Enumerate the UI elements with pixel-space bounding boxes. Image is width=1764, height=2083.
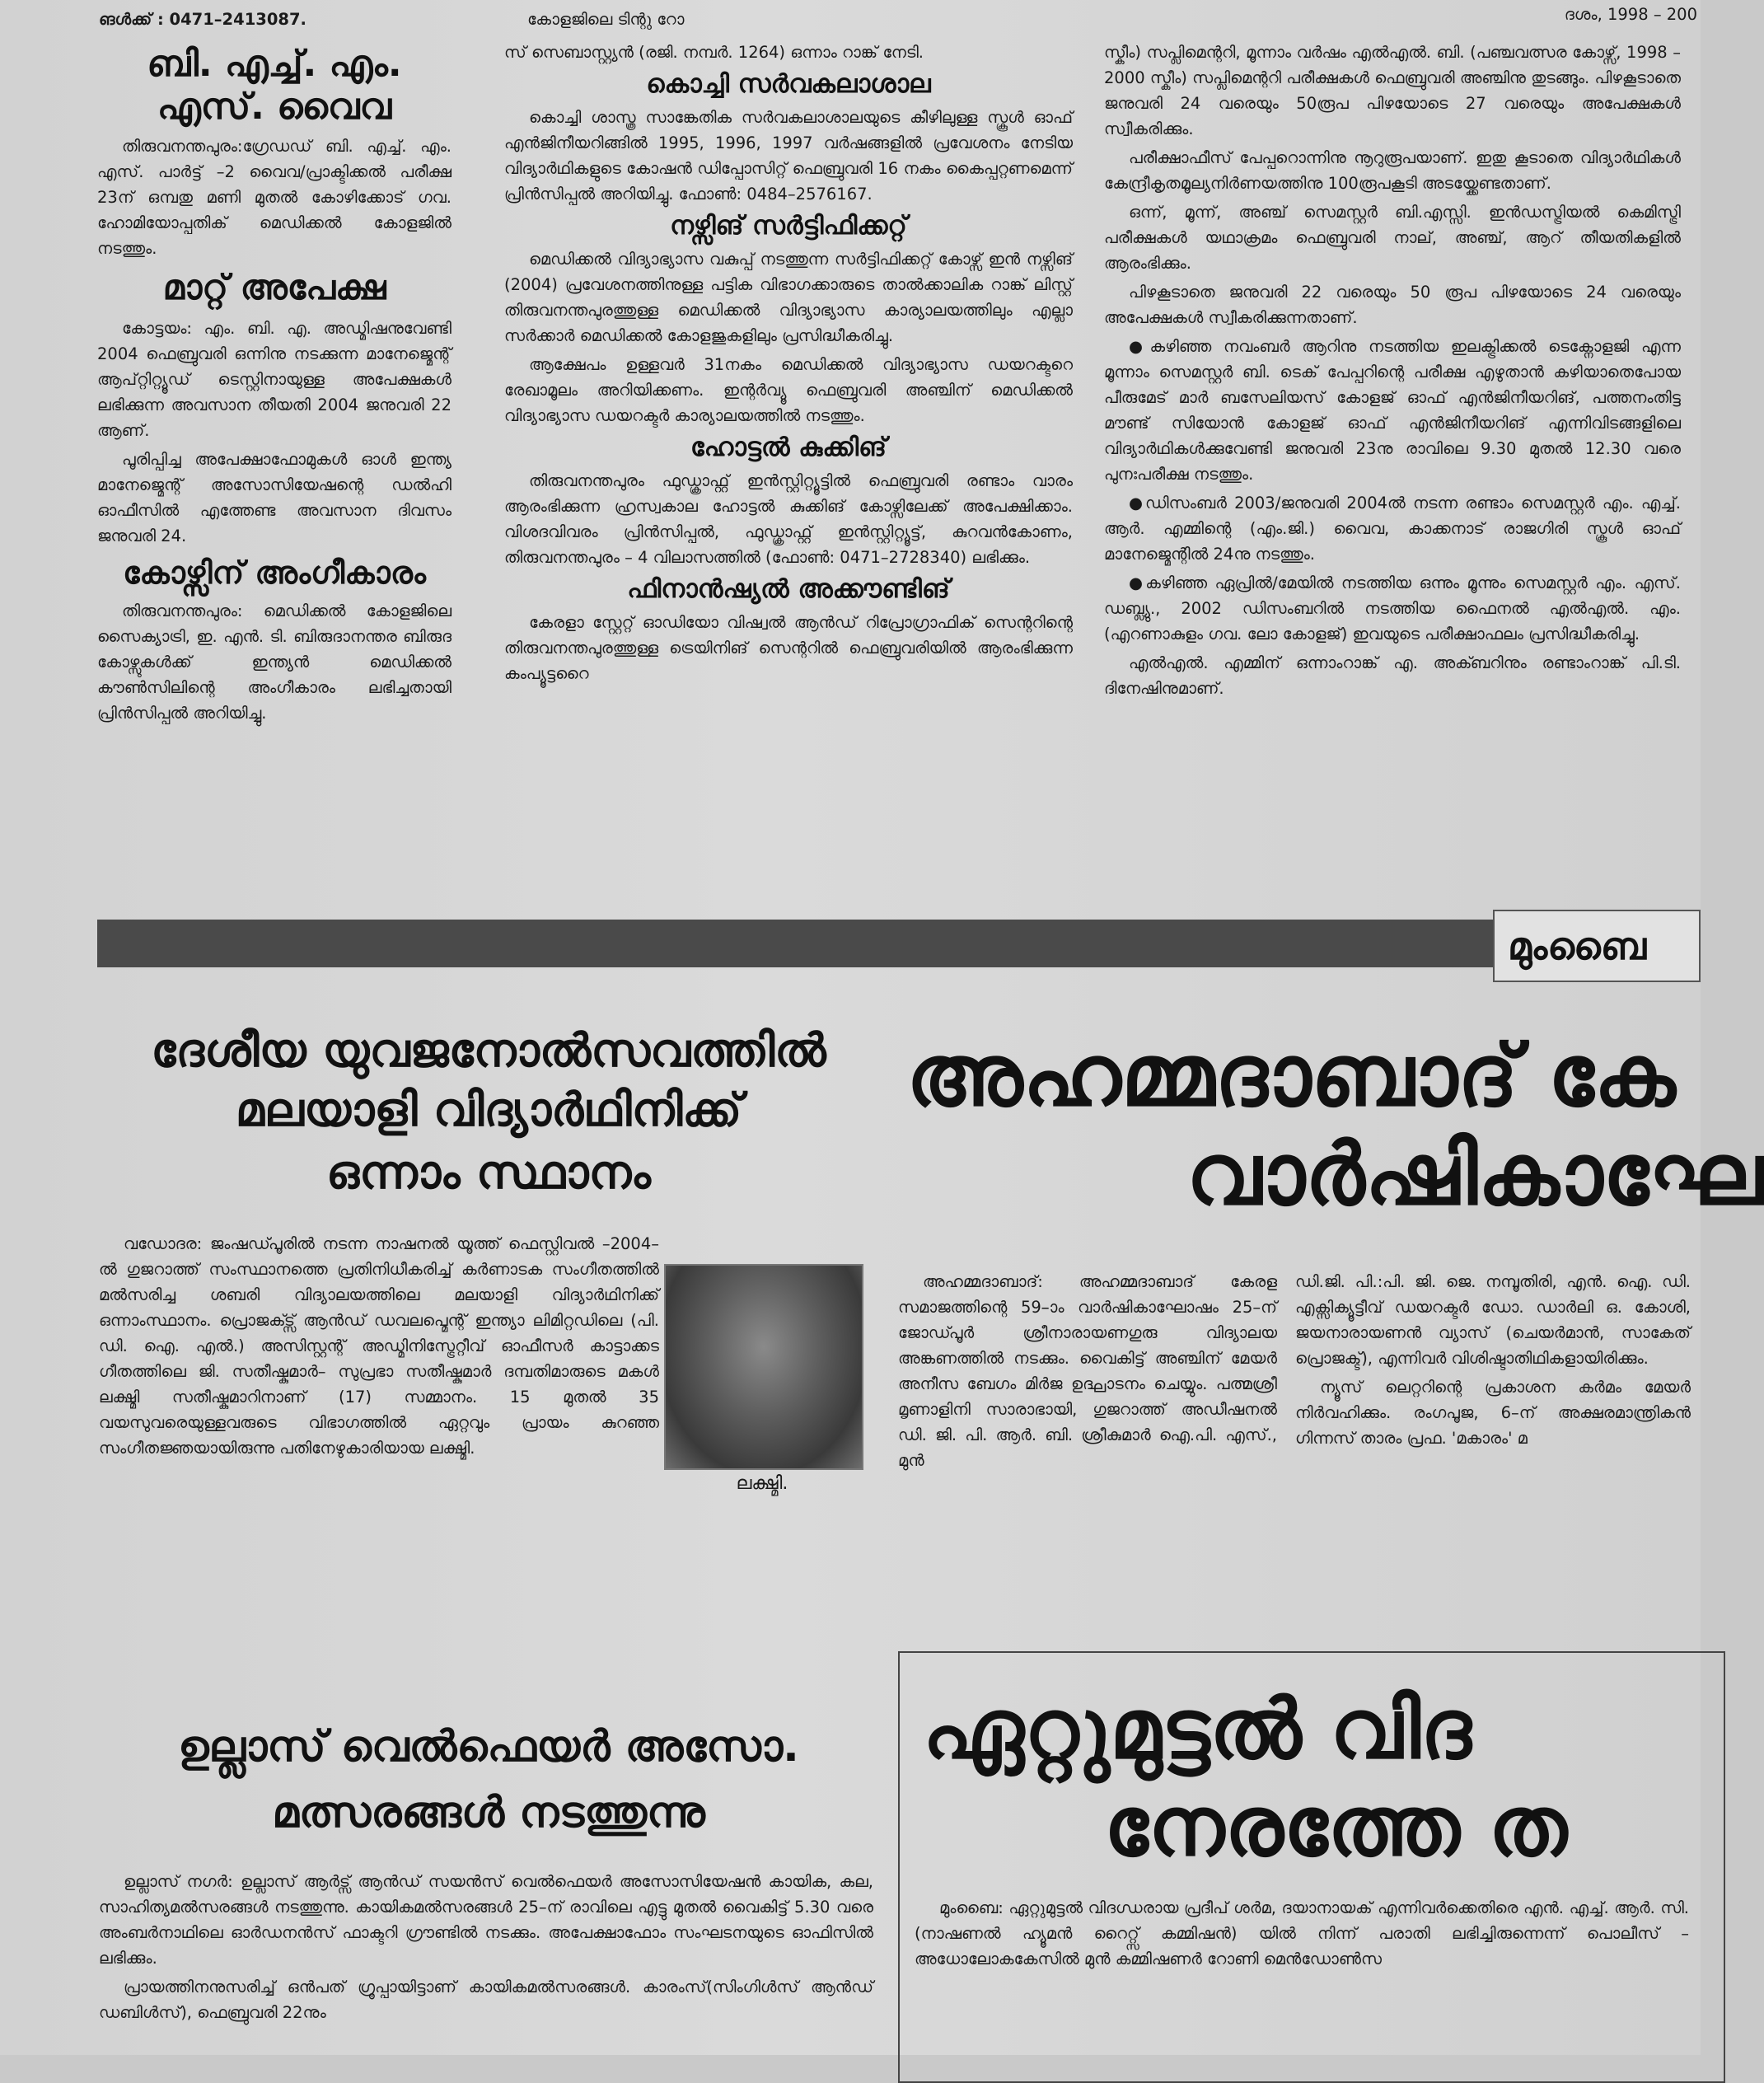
- headline-encounter-2: നേരത്തേ ത: [1104, 1778, 1568, 1875]
- article-ahmedabad-b: ഡി.ജി. പി.:പി. ജി. ജെ. നമ്പൂതിരി, എൻ. ഐ. ഡി. എക്സിക്യൂട്ടീവ് ഡയറക്ടർ ഡോ. ഡാർലി ഒ. കോശി, ജയനാരായണൻ വ്യാസ് (ചെയർമാൻ, സാകേത് പ്രൊജക്ട്), എന്നിവർ വിശിഷ്ടാതിഥികളായിരിക്കും.: [1295, 1272, 1691, 1368]
- headline-line-2: മലയാളി വിദ്യാർഥിനിക്ക്: [235, 1084, 742, 1137]
- headline-financial-accounting: ഫിനാൻഷ്യൽ അക്കൗണ്ടിങ്: [627, 574, 950, 604]
- col3-para-4: പിഴകൂടാതെ ജനുവരി 22 വരെയും 50 രൂപ പിഴയോടെ 24 വരെയും അപേക്ഷകൾ സ്വീകരിക്കുന്നതാണ്.: [1104, 283, 1681, 327]
- headline-cusat: കൊച്ചി സർവകലാശാല: [646, 69, 931, 99]
- section-tag-mumbai: മുംബൈ: [1493, 910, 1701, 982]
- headline-hotel-cooking: ഹോട്ടൽ കുക്കിങ്: [690, 433, 887, 462]
- article-course-approval: തിരുവനന്തപുരം: മെഡിക്കൽ കോളജിലെ സൈക്യാട്രി, ഇ. എൻ. ടി. ബിരുദാനന്തര ബിരുദ കോഴ്സുകൾക്ക് ഇന്ത്യൻ മെഡിക്കൽ കൗൺസിലിന്റെ അംഗീകാരം ലഭിച്ചതായി പ്രിൻസിപ്പൽ അറിയിച്ചു.: [97, 601, 452, 723]
- headline-ahmedabad-2: വാർഷികാഘേ: [1186, 1124, 1764, 1224]
- headline-mat: മാറ്റ് അപേക്ഷ: [162, 267, 386, 307]
- col3-para-8: എൽഎൽ. എമ്മിന് ഒന്നാംറാങ്ക് എ. അക്ബറിനും രണ്ടാംറാങ്ക് പി.ടി. ദിനേഷിനുമാണ്.: [1104, 653, 1681, 698]
- column-3: [1104, 40, 1681, 864]
- col3-para-1: സ്കീം) സപ്ലിമെന്ററി, മൂന്നാം വർഷം എൽഎൽ. ബി. (പഞ്ചവത്സര കോഴ്സ്, 1998 –2000 സ്കീം) സപ്ലിമെന്ററി പരീക്ഷകൾ ഫെബ്രുവരി അഞ്ചിനു തുടങ്ങും. പിഴകൂടാതെ ജനുവരി 24 വരെയും 50രൂപ പിഴയോടെ 27 വരെയും അപേക്ഷകൾ സ്വീകരിക്കും.: [1104, 43, 1681, 138]
- story-encounter-body: [915, 1895, 1689, 2055]
- rank-lead: സ് സെബാസ്റ്റ്യൻ (രജി. നമ്പർ. 1264) ഒന്നാം റാങ്ക് നേടി.: [504, 43, 924, 62]
- article-bhms-viva: തിരുവനന്തപുരം:ഗ്രേഡഡ് ബി. എച്ച്. എം. എസ്. പാർട്ട് –2 വൈവ/പ്രാക്ടിക്കൽ പരീക്ഷ 23ന് ഒമ്പതു മണി മുതൽ കോഴിക്കോട് ഗവ. ഹോമിയോപ്പതിക് മെഡിക്കൽ കോളജിൽ നടത്തും.: [97, 137, 452, 258]
- headline-ullas-1: ഉല്ലാസ് വെൽഫെയർ അസോ.: [178, 1722, 799, 1772]
- top-strip-mid: കോളജിലെ ടിന്റു റോ: [527, 10, 685, 29]
- article-encounter: മുംബൈ: ഏറ്റുമുട്ടൽ വിദഗ്ധരായ പ്രദീപ് ശർമ, ദയാനായക് എന്നിവർക്കെതിരെ എൻ. എച്ച്. ആർ. സി. (നാഷണൽ ഹ്യൂമൻ റൈറ്റ്സ് കമ്മിഷൻ) യിൽ നിന്ന് പരാതി ലഭിച്ചിരുന്നെന്ന് പൊലീസ് – അധോലോകകേസിൽ മുൻ കമ്മിഷണർ റോണി മെൻഡോൺസ: [915, 1898, 1689, 1968]
- section-band: [97, 920, 1493, 967]
- column-1: [97, 40, 452, 864]
- photo-lakshmi: [664, 1264, 863, 1470]
- article-ullas-2: പ്രായത്തിനനുസരിച്ച് ഒൻപത് ഗ്രൂപ്പായിട്ടാണ് കായികമൽസരങ്ങൾ. കാരംസ്(സിംഗിൾസ് ആൻഡ് ഡബിൾസ്), ഫെബ്രുവരി 22നും: [99, 1978, 873, 2022]
- col3-para-7: ●കഴിഞ്ഞ ഏപ്രിൽ/മേയിൽ നടത്തിയ ഒന്നും മൂന്നും സെമസ്റ്റർ എം. എസ്. ഡബ്ല്യു., 2002 ഡിസംബറിൽ നടത്തിയ ഫൈനൽ എൽഎൽ. എം. (എറണാകുളം ഗവ. ലോ കോളജ്) ഇവയുടെ പരീക്ഷാഫലം പ്രസിദ്ധീകരിച്ചു.: [1104, 573, 1681, 644]
- article-hotel-cooking: തിരുവനന്തപുരം ഫുഡ്ക്രാഫ്റ്റ് ഇൻസ്റ്റിറ്റ്യൂട്ടിൽ ഫെബ്രുവരി രണ്ടാം വാരം ആരംഭിക്കുന്ന ഹ്രസ്വകാല ഹോട്ടൽ കുക്കിങ് കോഴ്സിലേക്ക് അപേക്ഷിക്കാം. വിശദവിവരം പ്രിൻസിപ്പൽ, ഫുഡ്ക്രാഫ്റ്റ് ഇൻസ്റ്റിറ്റ്യൂട്ട്, കുറവൻകോണം, തിരുവനന്തപുരം – 4 വിലാസത്തിൽ (ഫോൺ: 0471–2728340) ലഭിക്കും.: [504, 471, 1073, 567]
- top-strip-left: ങൾക്ക് : 0471–2413087.: [99, 10, 306, 29]
- article-financial-accounting: കേരളാ സ്റ്റേറ്റ് ഓഡിയോ വിഷ്വൽ ആൻഡ് റിപ്രോഗ്രാഫിക് സെന്ററിന്റെ തിരുവനന്തപുരത്തുള്ള ട്രെയിനിങ് സെന്ററിൽ ഫെബ്രുവരിയിൽ ആരംഭിക്കുന്ന കംപ്യൂട്ടറൈ: [504, 613, 1073, 683]
- headline-bhms-viva: ബി. എച്ച്. എം. എസ്. വൈവ: [147, 43, 402, 128]
- article-nursing: മെഡിക്കൽ വിദ്യാഭ്യാസ വകുപ്പ് നടത്തുന്ന സർട്ടിഫിക്കറ്റ് കോഴ്സ് ഇൻ നഴ്സിങ് (2004) പ്രവേശനത്തിനുള്ള പട്ടിക വിഭാഗക്കാരുടെ താൽക്കാലിക റാങ്ക് ലിസ്റ്റ് തിരുവനന്തപുരത്തുള്ള മെഡിക്കൽ വിദ്യാഭ്യാസ കാര്യാലയത്തിലും എല്ലാ സർക്കാർ മെഡിക്കൽ കോളജുകളിലും പ്രസിദ്ധീകരിച്ചു.: [504, 250, 1073, 345]
- article-mat: കോട്ടയം: എം. ബി. എ. അഡ്മിഷനുവേണ്ടി 2004 ഫെബ്രുവരി ഒന്നിനു നടക്കുന്ന മാനേജ്മെന്റ് ആപ്റ്റിറ്റ്യൂഡ് ടെസ്റ്റിനായുള്ള അപേക്ഷകൾ ലഭിക്കുന്ന അവസാന തീയതി 2004 ജനുവരി 22 ആണ്.: [97, 319, 452, 440]
- story-ahmedabad-col-a: [898, 1269, 1277, 1615]
- headline-ullas-2: മത്സരങ്ങൾ നടത്തുന്നു: [272, 1788, 705, 1837]
- article-youth-festival: വഡോദര: ജംഷഡ്പൂരിൽ നടന്ന നാഷനൽ യൂത്ത് ഫെസ്റ്റിവൽ –2004–ൽ ഗുജറാത്ത് സംസ്ഥാനത്തെ പ്രതിനിധീകരിച്ച് കർണാടക സംഗീതത്തിൽ മൽസരിച്ച ശബരി വിദ്യാലയത്തിലെ മലയാളി വിദ്യാർഥിനിക്ക് ഒന്നാംസ്ഥാനം. പ്രൊജക്ട്സ് ആൻഡ് ഡവലപ്മെന്റ് ഇന്ത്യാ ലിമിറ്റഡിലെ (പി. ഡി. ഐ. എൽ.) അസിസ്റ്റന്റ് അഡ്മിനിസ്ട്രേറ്റീവ് ഓഫീസർ കാട്ടാക്കട ഗീതത്തിലെ ജി. സതീഷ്കുമാർ– സുപ്രഭാ സതീഷ്കുമാർ ദമ്പതിമാരുടെ മകൾ ലക്ഷ്മി സതീഷ്കുമാറിനാണ് (17) സമ്മാനം. 15 മുതൽ 35 വയസുവരെയുള്ളവരുടെ വിഭാഗത്തിൽ ഏറ്റവും പ്രായം കുറഞ്ഞ സംഗീതജ്ഞയായിരുന്നു പതിനേഴുകാരിയായ ലക്ഷ്മി.: [99, 1234, 659, 1458]
- col3-para-3: ഒന്ന്, മൂന്ന്, അഞ്ച് സെമസ്റ്റർ ബി.എസ്സി. ഇൻഡസ്ട്രിയൽ കെമിസ്ട്രി പരീക്ഷകൾ യഥാക്രമം ഫെബ്രുവരി നാല്, അഞ്ച്, ആറ് തീയതികളിൽ ആരംഭിക്കും.: [1104, 203, 1681, 273]
- headline-nursing: നഴ്സിങ് സർട്ടിഫിക്കറ്റ്: [670, 211, 907, 241]
- headline-encounter-1: ഏറ്റുമുട്ടൽ വിദ: [923, 1681, 1472, 1777]
- col3-para-2: പരീക്ഷാഫീസ് പേപ്പറൊന്നിനു നൂറുരൂപയാണ്. ഇതു കൂടാതെ വിദ്യാർഥികൾ കേന്ദ്രീകൃതമൂല്യനിർണയത്തിനു 100രൂപകൂടി അടയ്ക്കേണ്ടതാണ്.: [1104, 148, 1681, 193]
- headline-course-approval: കോഴ്സിന് അംഗീകാരം: [123, 555, 426, 591]
- article-ullas: ഉല്ലാസ് നഗർ: ഉല്ലാസ് ആർട്സ് ആൻഡ് സയൻസ് വെൽഫെയർ അസോസിയേഷൻ കായിക, കല, സാഹിത്യമൽസരങ്ങൾ നടത്തുന്നു. കായികമൽസരങ്ങൾ 25–ന് രാവിലെ എട്ടു മുതൽ വൈകിട്ട് 5.30 വരെ അംബർനാഥിലെ ഓർഡനൻസ് ഫാക്ടറി ഗ്രൗണ്ടിൽ നടക്കും. അപേക്ഷാഫോം സംഘടനയുടെ ഓഫിസിൽ ലഭിക്കും.: [99, 1872, 873, 1968]
- article-nursing-2: ആക്ഷേപം ഉള്ളവർ 31നകം മെഡിക്കൽ വിദ്യാഭ്യാസ ഡയറക്ടറെ രേഖാമൂലം അറിയിക്കണം. ഇന്റർവ്യൂ ഫെബ്രുവരി അഞ്ചിന് മെഡിക്കൽ വിദ്യാഭ്യാസ ഡയറക്ടർ കാര്യാലയത്തിൽ നടത്തും.: [504, 355, 1073, 425]
- top-strip-right: ദശം, 1998 – 200: [1564, 5, 1697, 24]
- article-cusat: കൊച്ചി ശാസ്ത്ര സാങ്കേതിക സർവകലാശാലയുടെ കീഴിലുള്ള സ്കൂൾ ഓഫ് എൻജിനീയറിങ്ങിൽ 1995, 1996, 1997 വർഷങ്ങളിൽ പ്രവേശനം നേടിയ വിദ്യാർഥികളുടെ കോഷൻ ഡിപ്പോസിറ്റ് ഫെബ്രുവരി 16 നകം കൈപ്പറ്റണമെന്ന് പ്രിൻസിപ്പൽ അറിയിച്ചു. ഫോൺ: 0484–2576167.: [504, 108, 1073, 204]
- column-2: [504, 40, 1073, 864]
- story-ullas-headline: [97, 1714, 880, 1862]
- photo-caption: ലക്ഷ്മി.: [736, 1473, 788, 1494]
- headline-line-1: ദേശീയ യുവജനോൽസവത്തിൽ: [151, 1024, 826, 1078]
- article-mat-2: പൂരിപ്പിച്ച അപേക്ഷാഫോമുകൾ ഓൾ ഇന്ത്യ മാനേജ്മെന്റ് അസോസിയേഷന്റെ ഡൽഹി ഓഫീസിൽ എത്തേണ്ട അവസാന ദിവസം ജനുവരി 24.: [97, 450, 452, 545]
- story-encounter-headline: [923, 1681, 1701, 1887]
- headline-line-3: ഒന്നാം സ്ഥാനം: [326, 1146, 651, 1200]
- story-youth-festival-headline: [97, 1022, 880, 1228]
- article-ahmedabad-a: അഹമ്മദാബാദ്: അഹമ്മദാബാദ് കേരള സമാജത്തിന്റെ 59–ാം വാർഷികാഘോഷം 25–ന് ജോഡ്പൂർ ശ്രീനാരായണഗുരു വിദ്യാലയ അങ്കണത്തിൽ നടക്കും. വൈകിട്ട് അഞ്ചിന് മേയർ അനീസ ബേഗം മിർജ ഉദ്ഘാടനം ചെയ്യും. പത്മശ്രീ മൃണാളിനി സാരാഭായി, ഗുജറാത്ത് അഡീഷനൽ ഡി. ജി. പി. ആർ. ബി. ശ്രീകുമാർ ഐ.പി. എസ്., മുൻ: [898, 1272, 1277, 1470]
- headline-ahmedabad-1: അഹമ്മദാബാദ് കേ: [906, 1025, 1676, 1126]
- story-ahmedabad-headline: [906, 1025, 1764, 1232]
- article-ahmedabad-b2: ന്യൂസ് ലെറ്ററിന്റെ പ്രകാശന കർമം മേയർ നിർവഹിക്കും. രംഗപൂജ, 6–ന് അക്ഷരമാന്ത്രികൻ ഗിന്നസ് താരം പ്രഫ. 'മകാരം' മ: [1295, 1378, 1691, 1448]
- col3-para-6: ●ഡിസംബർ 2003/ജനുവരി 2004ൽ നടന്ന രണ്ടാം സെമസ്റ്റർ എം. എച്ച്. ആർ. എമ്മിന്റെ (എം.ജി.) വൈവ, കാക്കനാട് രാജഗിരി സ്കൂൾ ഓഫ് മാനേജ്മെന്റിൽ 24നു നടത്തും.: [1104, 494, 1681, 564]
- story-ullas-body: [99, 1869, 873, 2055]
- story-ahmedabad-col-b: [1295, 1269, 1691, 1615]
- col3-para-5: ●കഴിഞ്ഞ നവംബർ ആറിനു നടത്തിയ ഇലക്ട്രിക്കൽ ടെക്നോളജി എന്ന മൂന്നാം സെമസ്റ്റർ ബി. ടെക് പേപ്പറിന്റെ പരീക്ഷ എഴുതാൻ കഴിയാതെപോയ പീരുമേട് മാർ ബസേലിയസ് കോളജ് ഓഫ് എൻജിനീയറിങ്, പത്തനംതിട്ട മൗണ്ട് സിയോൻ കോളജ് ഓഫ് എൻജിനീയറിങ് എന്നിവിടങ്ങളിലെ വിദ്യാർഥികൾക്കുവേണ്ടി ജനുവരി 23നു രാവിലെ 9.30 മുതൽ 12.30 വരെ പുനഃപരീക്ഷ നടത്തും.: [1104, 337, 1681, 484]
